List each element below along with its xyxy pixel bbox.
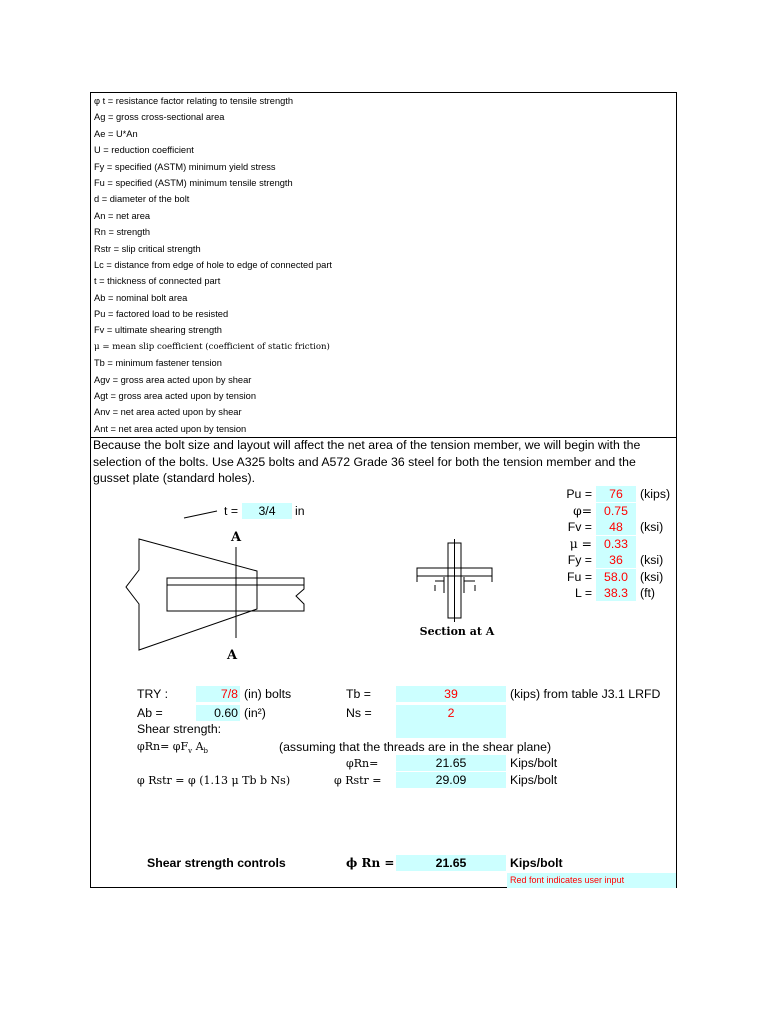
definition-anv: Anv = net area acted upon by shear (94, 407, 242, 418)
ab-label: Ab = (137, 706, 163, 720)
formula-rstr: φ Rstr = φ (1.13 μ Tb b Ns) (137, 774, 291, 787)
pu-unit: (kips) (640, 487, 671, 501)
thickness-input[interactable]: 3/4 (242, 503, 292, 519)
mu-input[interactable]: 0.33 (596, 536, 636, 552)
definition-t: t = thickness of connected part (94, 276, 221, 287)
definition-lc: Lc = distance from edge of hole to edge of connected part (94, 259, 333, 270)
shear-heading: Shear strength: (137, 722, 222, 736)
rn-label: φRn= (346, 757, 379, 770)
section-caption: Section at A (419, 625, 495, 638)
bolt-size-input[interactable]: 7/8 (196, 686, 240, 702)
definition-fu: Fu = specified (ASTM) minimum tensile strength (94, 177, 293, 188)
thickness-label: t = (223, 504, 238, 518)
thickness-unit: in (295, 504, 305, 518)
section-mark-top: A (230, 530, 242, 545)
tb-label: Tb = (346, 687, 371, 701)
definition-ant: Ant = net area acted upon by tension (94, 423, 247, 434)
l-unit: (ft) (640, 586, 656, 600)
connection-elevation-drawing (115, 500, 335, 670)
rn-unit: Kips/bolt (510, 756, 558, 770)
fy-input[interactable]: 36 (596, 552, 636, 568)
bolt-size-unit: (in) bolts (244, 687, 292, 701)
definition-rn: Rn = strength (94, 227, 151, 238)
formula-rn (137, 739, 208, 759)
blank-cell (396, 721, 506, 738)
rn-value: 21.65 (396, 755, 506, 771)
pu-input[interactable]: 76 (596, 486, 636, 502)
fv-input[interactable]: 48 (596, 519, 636, 535)
rstr-unit: Kips/bolt (510, 773, 558, 787)
try-label: TRY : (137, 687, 168, 701)
mu-label: μ = (569, 537, 592, 551)
tb-input[interactable]: 39 (396, 686, 506, 702)
l-label: L = (575, 586, 592, 600)
section-view-drawing (405, 535, 515, 640)
ns-input[interactable]: 2 (396, 705, 506, 721)
tb-note: (kips) from table J3.1 LRFD (510, 687, 661, 701)
definitions-list (92, 93, 677, 437)
result-text: Shear strength controls (147, 856, 286, 870)
formula-rn-mid: A (192, 740, 204, 753)
definition-ae: Ae = U*An (94, 128, 138, 139)
definition-fy: Fy = specified (ASTM) minimum yield stress (94, 161, 276, 172)
result-label: ϕ Rn = (346, 856, 395, 870)
rstr-value: 29.09 (396, 772, 506, 788)
intro-paragraph: Because the bolt size and layout will affect the net area of the tension member, we will begin with the selection of the bolts. Use A325 bolts and A572 Grade 36 steel for both the tension member and the gusset plate (standard holes). (93, 438, 641, 485)
definition-agt: Agt = gross area acted upon by tension (94, 391, 257, 402)
definition-rstr: Rstr = slip critical strength (94, 243, 201, 254)
rstr-label: φ Rstr = (334, 774, 382, 787)
definition-ag: Ag = gross cross-sectional area (94, 112, 225, 123)
pu-label: Pu = (566, 487, 592, 501)
user-input-note: Red font indicates user input (507, 873, 676, 888)
ns-label: Ns = (346, 706, 372, 720)
phi-input[interactable]: 0.75 (596, 503, 636, 519)
fv-unit: (ksi) (640, 520, 664, 534)
definition-ab: Ab = nominal bolt area (94, 292, 188, 303)
definition-pu: Pu = factored load to be resisted (94, 309, 229, 320)
fu-input[interactable]: 58.0 (596, 569, 636, 585)
fv-label: Fv = (567, 520, 592, 534)
fu-label: Fu = (567, 570, 592, 584)
definition-mu: μ = mean slip coefficient (coefficient of static friction) (94, 341, 330, 352)
l-input[interactable]: 38.3 (596, 585, 636, 601)
formula-rn-sub-b: b (203, 747, 209, 756)
formula-rn-text: φRn= φF (137, 740, 189, 753)
formula-rn-sub-v: v (188, 747, 193, 756)
assumption-note: (assuming that the threads are in the shear plane) (279, 740, 552, 754)
fu-unit: (ksi) (640, 570, 664, 584)
definition-an: An = net area (94, 210, 151, 221)
definition-d: d = diameter of the bolt (94, 194, 190, 205)
ab-unit: (in²) (244, 706, 266, 720)
result-unit: Kips/bolt (510, 856, 563, 870)
phi-label: φ= (573, 504, 592, 518)
definition-agv: Agv = gross area acted upon by shear (94, 374, 252, 385)
result-value: 21.65 (396, 855, 506, 871)
definition-phi-t: φ t = resistance factor relating to tensile strength (94, 96, 294, 106)
definition-fv: Fv = ultimate shearing strength (94, 325, 222, 336)
fy-label: Fy = (567, 553, 592, 567)
definition-tb: Tb = minimum fastener tension (94, 358, 222, 369)
fy-unit: (ksi) (640, 553, 664, 567)
definition-u: U = reduction coefficient (94, 145, 194, 156)
ab-value: 0.60 (196, 705, 240, 721)
section-mark-bottom: A (226, 648, 238, 663)
